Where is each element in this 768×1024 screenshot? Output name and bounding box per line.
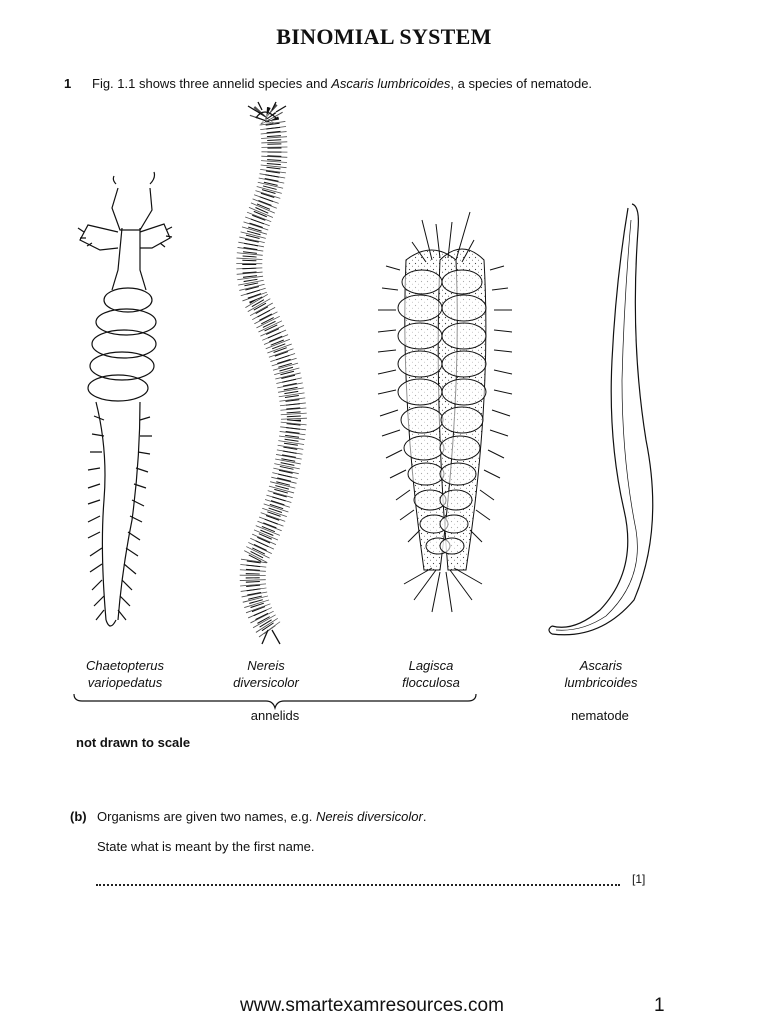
question-text-italic: Ascaris lumbricoides: [331, 76, 451, 91]
species-name: diversicolor: [233, 675, 299, 690]
species-name: flocculosa: [402, 675, 460, 690]
part-b-text-italic: Nereis diversicolor: [315, 809, 423, 824]
genus-name: Ascaris: [579, 658, 623, 673]
part-b-instruction: State what is meant by the first name.: [97, 839, 315, 854]
label-chaetopterus: [55, 657, 195, 691]
part-b-label: (b): [70, 809, 87, 824]
annelids-label: annelids: [250, 708, 300, 723]
question-text: [92, 76, 592, 91]
label-ascaris: [531, 657, 671, 691]
nematode-label: nematode: [571, 708, 629, 723]
footer-website: www.smartexamresources.com: [240, 995, 504, 1016]
chaetopterus-drawing: [78, 172, 172, 626]
label-nereis: [196, 657, 336, 691]
page-number: 1: [654, 995, 665, 1016]
worm-figure: [0, 100, 768, 660]
question-number: 1: [64, 76, 72, 91]
marks-label: [1]: [632, 872, 646, 886]
species-name: lumbricoides: [564, 675, 638, 690]
part-b-text-end: .: [422, 809, 427, 824]
question-text-end: , a species of nematode.: [450, 76, 593, 91]
genus-name: Nereis: [247, 658, 285, 673]
label-lagisca: [361, 657, 501, 691]
ascaris-drawing: [549, 204, 653, 635]
scale-note: not drawn to scale: [76, 735, 191, 750]
genus-name: Lagisca: [408, 658, 454, 673]
part-b-text: [97, 809, 426, 824]
page-title: BINOMIAL SYSTEM: [276, 24, 492, 49]
species-name: variopedatus: [87, 675, 163, 690]
part-b-text-start: Organisms are given two names, e.g.: [97, 809, 316, 824]
nereis-drawing: [248, 102, 294, 644]
lagisca-drawing: [378, 212, 512, 612]
question-text-start: Fig. 1.1 shows three annelid species and: [92, 76, 332, 91]
answer-line[interactable]: [96, 884, 620, 886]
genus-name: Chaetopterus: [85, 658, 165, 673]
